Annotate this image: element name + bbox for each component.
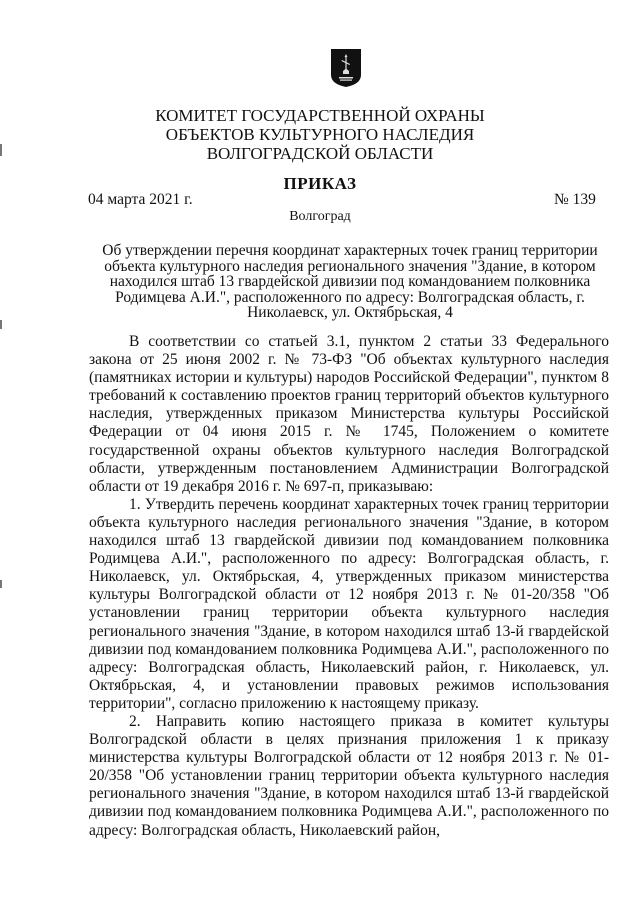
order-subject: Об утверждении перечня координат характерных точек границ территории объекта культурного наследия регионального значения "Здание, в котором находился штаб 13 гвардейской дивизии под командованием полковника Родимцева А.И.", расположенного по адресу: Волгоградская область, г. Николаевск, ул. Октябрьская, 4 [102,242,598,322]
volgograd-coat-of-arms-icon [330,48,362,88]
organization-name [0,106,640,163]
organization-name-line: ВОЛГОГРАДСКОЙ ОБЛАСТИ [206,144,434,163]
scan-margin-mark [0,320,2,329]
order-number: № 139 [554,191,596,208]
order-body [89,333,609,840]
organization-name-line: ОБЪЕКТОВ КУЛЬТУРНОГО НАСЛЕДИЯ [165,125,475,144]
order-date: 04 марта 2021 г. [88,191,193,208]
scan-margin-mark [0,580,2,588]
scan-margin-mark [0,144,2,156]
document-title: ПРИКАЗ [283,174,357,193]
item-1-paragraph: 1. Утвердить перечень координат характерных точек границ территории объекта культурного наследия регионального значения "Здание, в котором находился штаб 13 гвардейской дивизии под командованием полковника Родимцева А.И.", расположенного по адресу: Волгоградская область, г. Николаевск, ул. Октябрьская, 4, утвержденных приказом министерства культуры Волгоградской области от 12 ноября 2013 г. № 01-20/358 "Об установлении границ территории объекта культурного наследия регионального значения "Здание, в котором находился штаб 13-й гвардейской дивизии под командованием полковника Родимцева А.И.", расположенного по адресу: Волгоградская область, Николаевский район, г. Николаевск, ул. Октябрьская, 4, и установлении правовых режимов использования территории", согласно приложению к настоящему приказу. [89,495,609,712]
item-2-paragraph: 2. Направить копию настоящего приказа в комитет культуры Волгоградской области в целях признания приложения 1 к приказу министерства культуры Волгоградской области от 12 ноября 2013 г. № 01-20/358 "Об установлении границ территории объекта культурного наследия регионального значения "Здание, в котором находился штаб 13-й гвардейской дивизии под командованием полковника Родимцева А.И.", расположенного по адресу: Волгоградская область, Николаевский район, [89,712,609,839]
preamble-paragraph: В соответствии со статьей 3.1, пунктом 2 статьи 33 Федерального закона от 25 июня 2002 г. № 73-ФЗ "Об объектах культурного наследия (памятниках истории и культуры) народов Российской Федерации", пунктом 8 требований к составлению проектов границ территорий объектов культурного наследия, утвержденных приказом Министерства культуры Российской Федерации от 04 июня 2015 г. № 1745, Положением о комитете государственной охраны объектов культурного наследия Волгоградской области, утвержденным постановлением Администрации Волгоградской области от 19 декабря 2016 г. № 697-п, приказываю: [89,333,609,495]
order-city: Волгоград [289,209,351,224]
organization-name-line: КОМИТЕТ ГОСУДАРСТВЕННОЙ ОХРАНЫ [155,106,485,125]
